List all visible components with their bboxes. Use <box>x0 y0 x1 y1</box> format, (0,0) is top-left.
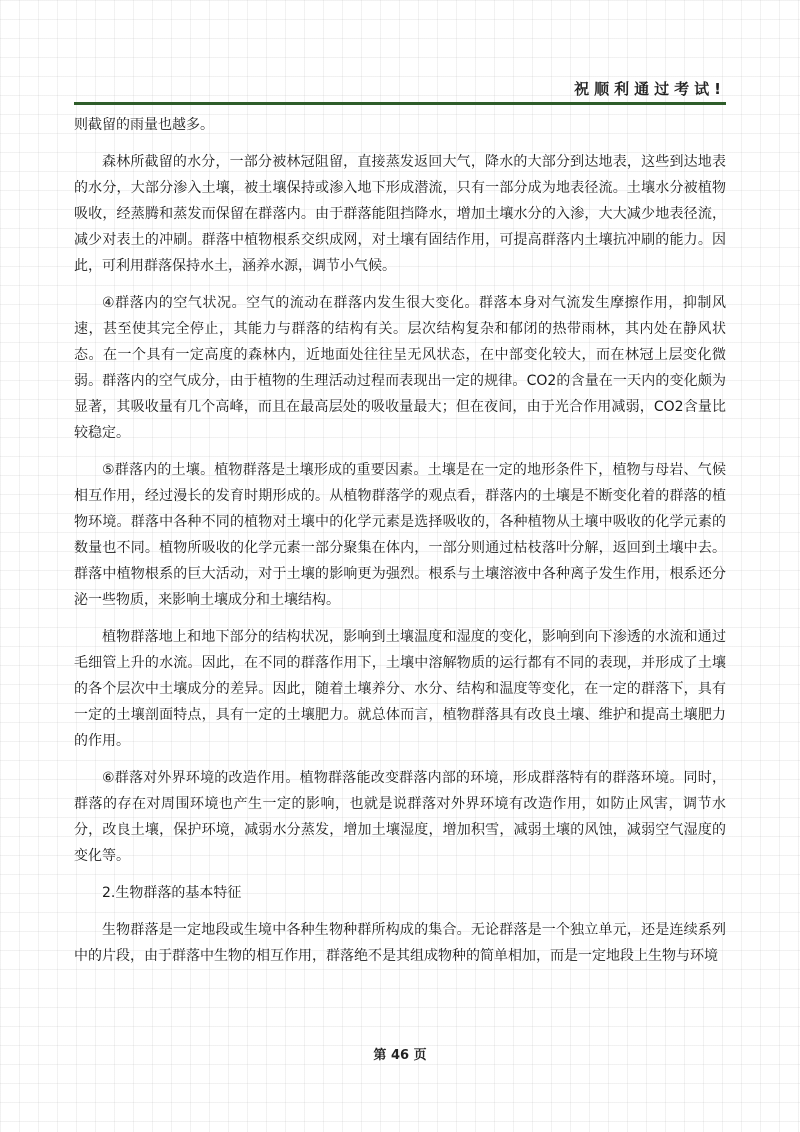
page-header-title: 祝顺利通过考试! <box>574 80 726 98</box>
page-number: 第 46 页 <box>373 1048 427 1063</box>
paragraph: 生物群落是一定地段或生境中各种生物种群所构成的集合。无论群落是一个独立单元，还是连续系列中的片段，由于群落中生物的相互作用，群落绝不是其组成物种的简单相加，而是一定地段上生物与环境 <box>74 922 726 964</box>
paragraph: ⑥群落对外界环境的改造作用。植物群落能改变群落内部的环境，形成群落特有的群落环境。同时，群落的存在对周围环境也产生一定的影响，也就是说群落对外界环境有改造作用，如防止风害，调节水分，改良土壤，保护环境，减弱水分蒸发，增加土壤湿度，增加积雪，减弱土壤的风蚀，减弱空气湿度的变化等。 <box>74 770 726 864</box>
paragraph: ④群落内的空气状况。空气的流动在群落内发生很大变化。群落本身对气流发生摩擦作用，抑制风速，甚至使其完全停止，其能力与群落的结构有关。层次结构复杂和郁闭的热带雨林，其内处在静风状态。在一个具有一定高度的森林内，近地面处往往呈无风状态，在中部变化较大，而在林冠上层变化微弱。群落内的空气成分，由于植物的生理活动过程而表现出一定的规律。CO2的含量在一天内的变化颇为显著，其吸收量有几个高峰，而且在最高层处的吸收量最大；但在夜间，由于光合作用减弱，CO2含量比较稳定。 <box>74 295 726 441</box>
section-heading: 2.生物群落的基本特征 <box>102 885 242 901</box>
paragraph: ⑤群落内的土壤。植物群落是土壤形成的重要因素。土壤是在一定的地形条件下，植物与母岩、气候相互作用，经过漫长的发育时期形成的。从植物群落学的观点看，群落内的土壤是不断变化着的群落的植物环境。群落中各种不同的植物对土壤中的化学元素是选择吸收的，各种植物从土壤中吸收的化学元素的数量也不同。植物所吸收的化学元素一部分聚集在体内，一部分则通过枯枝落叶分解，返回到土壤中去。群落中植物根系的巨大活动，对于土壤的影响更为强烈。根系与土壤溶液中各种离子发生作用，根系还分泌一些物质，来影响土壤成分和土壤结构。 <box>74 462 726 608</box>
page-body <box>74 112 726 980</box>
paragraph: 森林所截留的水分，一部分被林冠阻留，直接蒸发返回大气，降水的大部分到达地表，这些到达地表的水分，大部分渗入土壤，被土壤保持或渗入地下形成潜流，只有一部分成为地表径流。土壤水分被植物吸收，经蒸腾和蒸发而保留在群落内。由于群落能阻挡降水，增加土壤水分的入渗，大大减少地表径流，减少对表土的冲刷。群落中植物根系交织成网，对土壤有固结作用，可提高群落内土壤抗冲刷的能力。因此，可利用群落保持水土，涵养水源，调节小气候。 <box>74 154 726 274</box>
paragraph: 植物群落地上和地下部分的结构状况，影响到土壤温度和湿度的变化，影响到向下渗透的水流和通过毛细管上升的水流。因此，在不同的群落作用下，土壤中溶解物质的运行都有不同的表现，并形成了土壤的各个层次中土壤成分的差异。因此，随着土壤养分、水分、结构和温度等变化，在一定的群落下，具有一定的土壤剖面特点，具有一定的土壤肥力。就总体而言，植物群落具有改良土壤、维护和提高土壤肥力的作用。 <box>74 629 726 749</box>
paragraph: 则截留的雨量也越多。 <box>74 117 214 133</box>
header-divider <box>74 102 726 105</box>
